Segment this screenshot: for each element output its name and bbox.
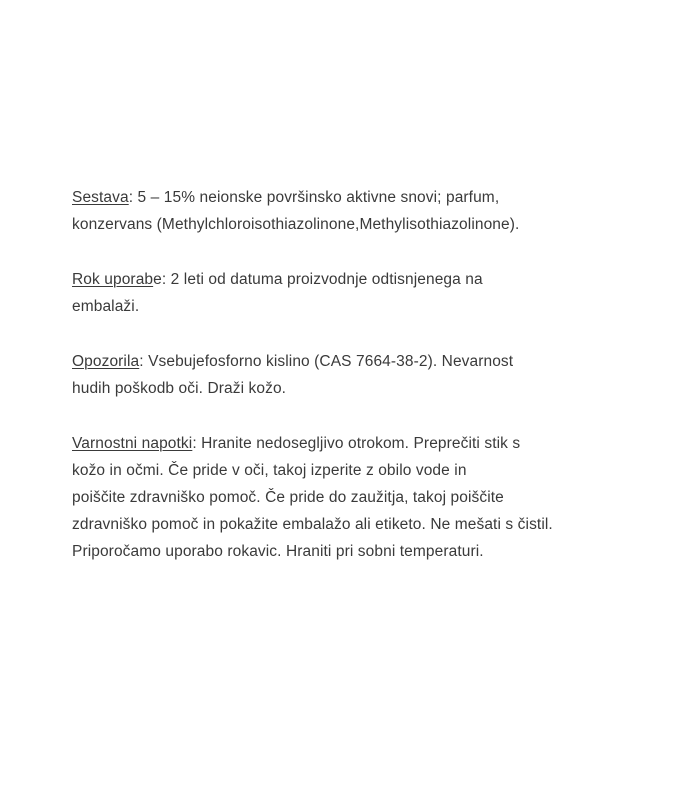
warnings-text-1: : Vsebujefosforno kislino (CAS 7664-38-2). Nevarnost	[139, 353, 514, 370]
safety-text-4: zdravniško pomoč in pokažite embalažo ali etiketo. Ne mešati s čistil.	[72, 516, 553, 533]
safety-line-1	[72, 430, 632, 457]
product-info-text	[72, 184, 632, 593]
shelf-life-section	[72, 266, 632, 320]
composition-label: Sestava	[72, 189, 129, 206]
safety-text-3: poiščite zdravniško pomoč. Če pride do zaužitja, takoj poiščite	[72, 489, 504, 506]
safety-text-2: kožo in očmi. Če pride v oči, takoj izperite z obilo vode in	[72, 462, 467, 479]
warnings-label: Opozorila	[72, 353, 140, 370]
shelf-life-line-1	[72, 266, 632, 293]
composition-line-1	[72, 184, 632, 211]
shelf-life-text-2: embalaži.	[72, 298, 140, 315]
warnings-text-2: hudih poškodb oči. Draži kožo.	[72, 380, 287, 397]
composition-text-2: konzervans (Methylchloroisothiazolinone,Methylisothiazolinone).	[72, 216, 520, 233]
safety-instructions-label: Varnostni napotki	[72, 435, 193, 452]
composition-section	[72, 184, 632, 238]
warnings-line-1	[72, 348, 632, 375]
shelf-life-label: Rok uporab	[72, 271, 154, 288]
shelf-life-text-1: e: 2 leti od datuma proizvodnje odtisnjenega na	[153, 271, 483, 288]
safety-text-1: : Hranite nedosegljivo otrokom. Preprečiti stik s	[192, 435, 521, 452]
composition-text-1: : 5 – 15% neionske površinsko aktivne snovi; parfum,	[128, 189, 500, 206]
safety-instructions-section	[72, 430, 632, 565]
warnings-section	[72, 348, 632, 402]
safety-text-5: Priporočamo uporabo rokavic. Hraniti pri sobni temperaturi.	[72, 543, 484, 560]
